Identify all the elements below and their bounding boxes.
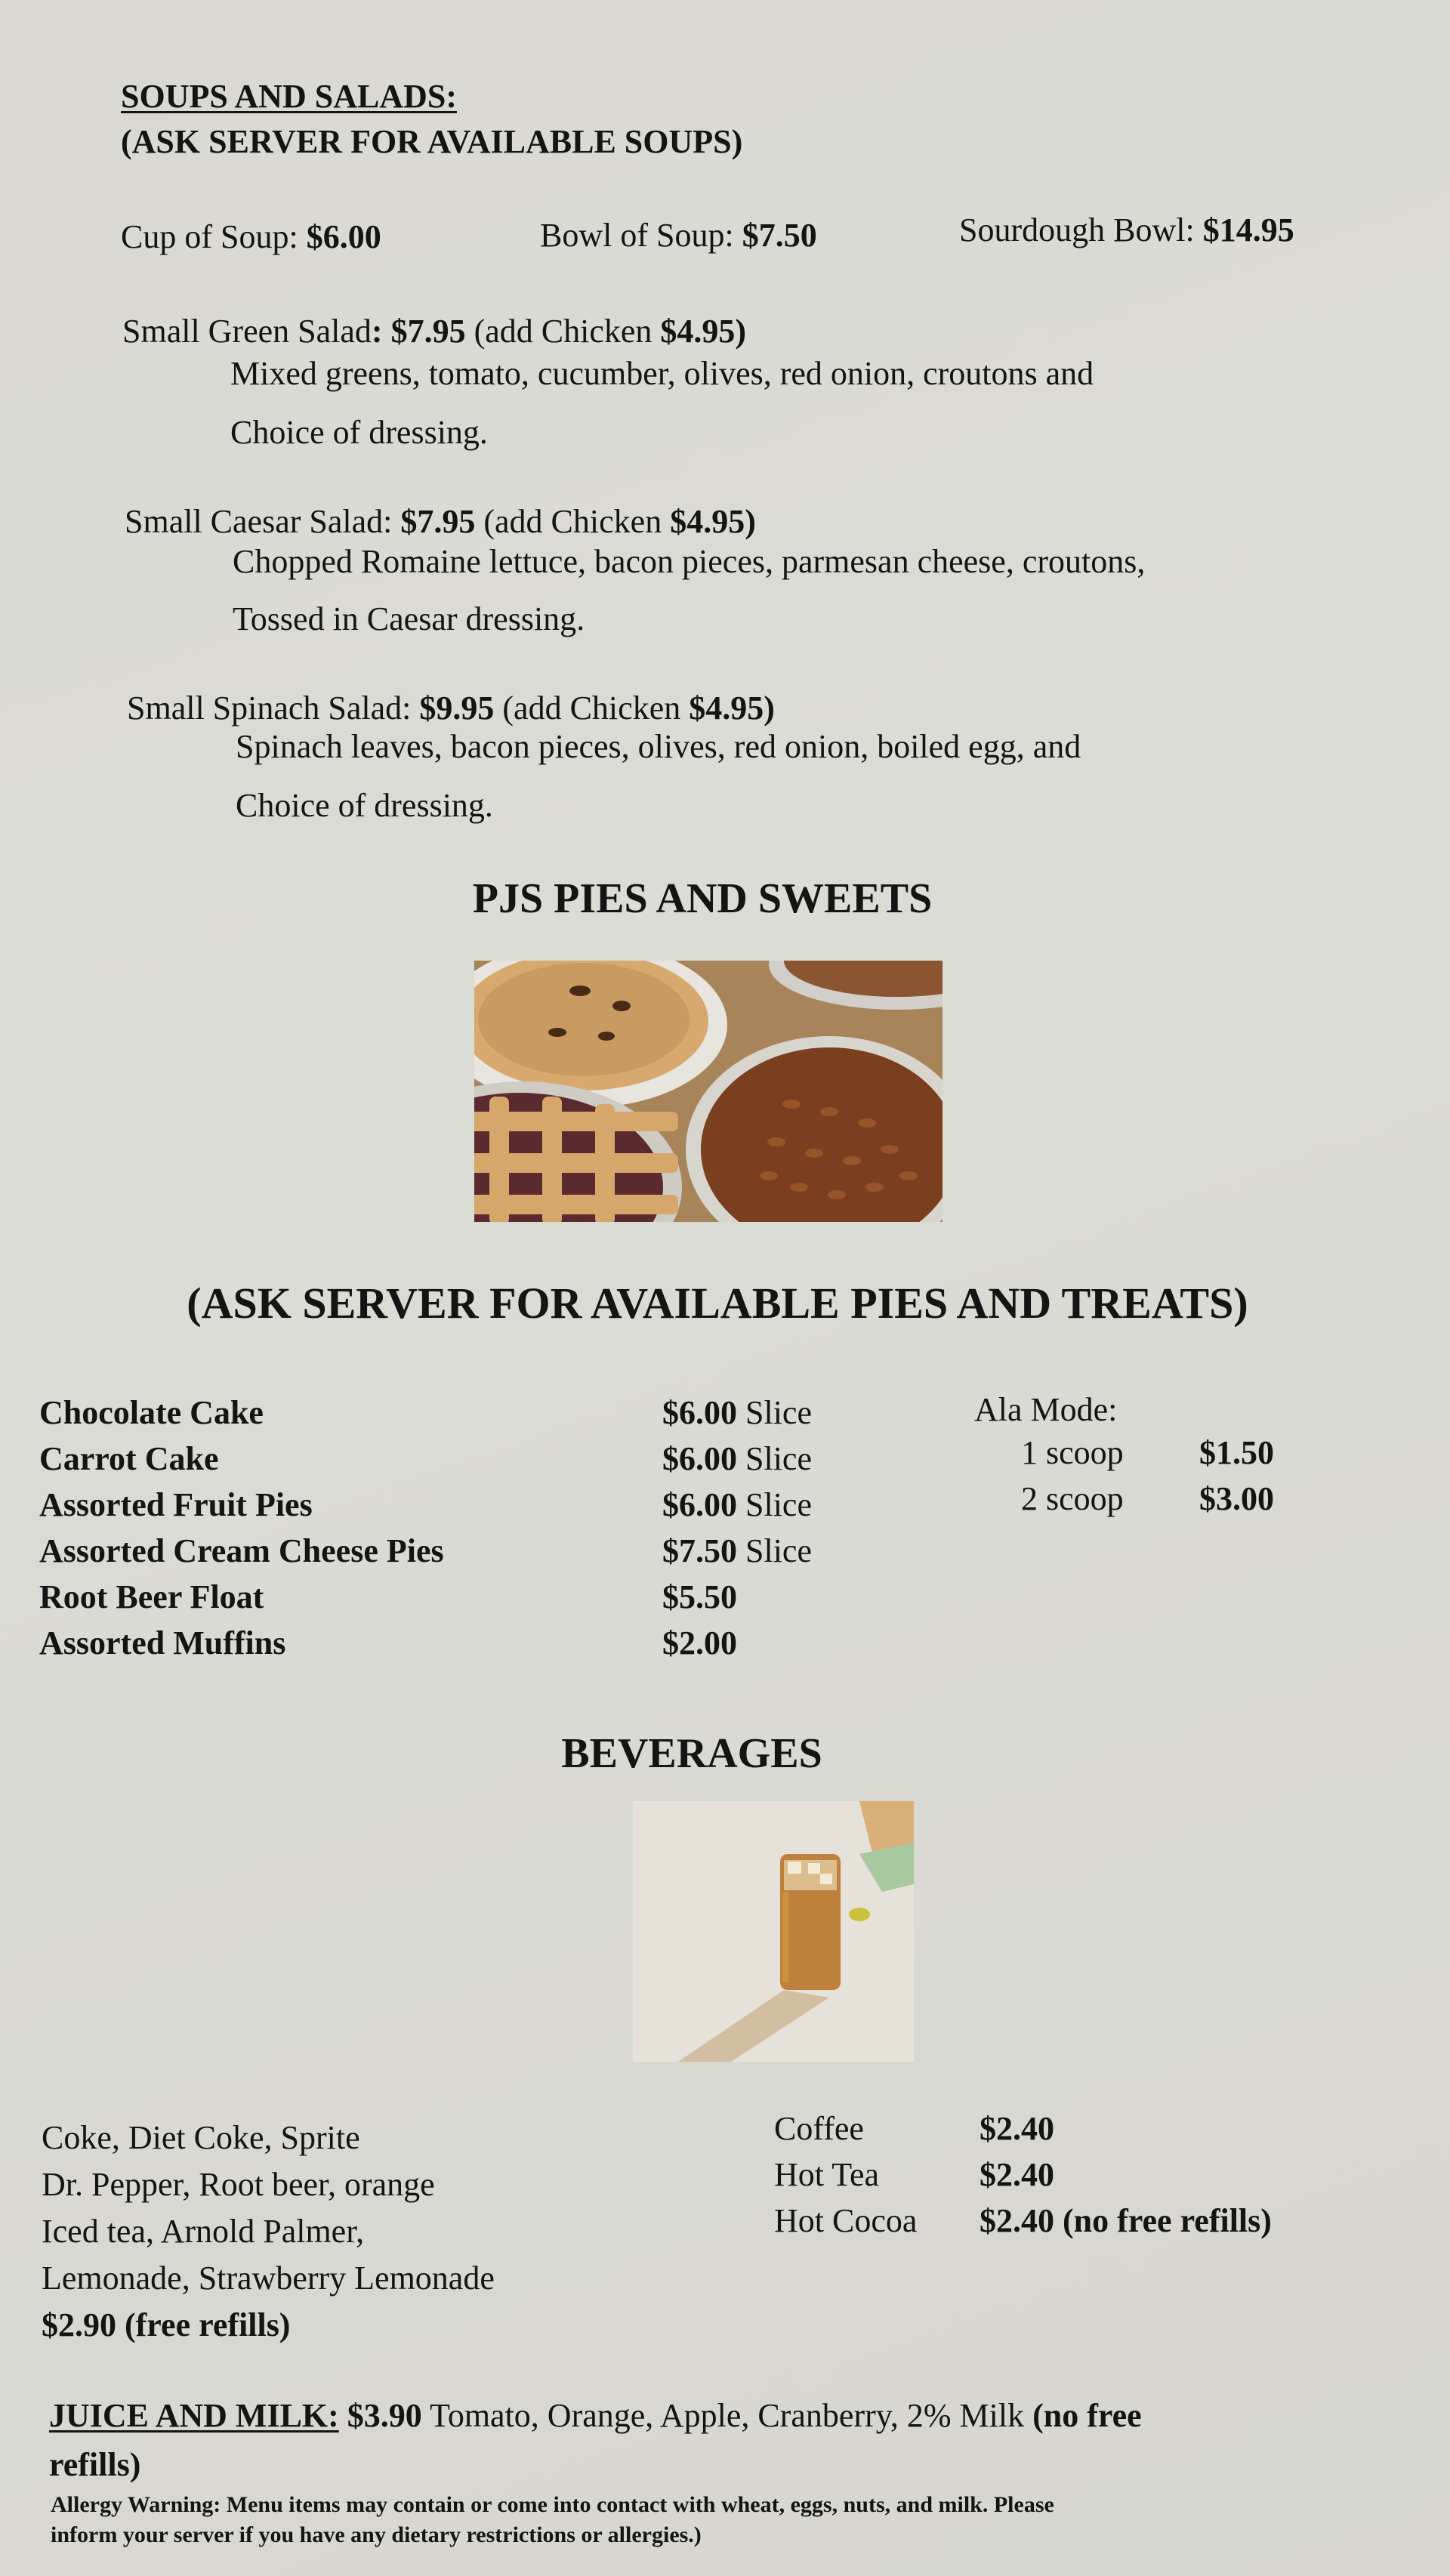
ala-mode-label: Ala Mode: bbox=[974, 1391, 1118, 1428]
dessert-price bbox=[662, 1620, 812, 1666]
dessert-price-value: $6.00 bbox=[662, 1394, 737, 1431]
soup-cup-price: $6.00 bbox=[306, 218, 381, 255]
dessert-name: Root Beer Float bbox=[39, 1578, 264, 1615]
soups-salads-title: SOUPS AND SALADS: bbox=[121, 78, 457, 115]
juice-note: (no free bbox=[1032, 2397, 1142, 2434]
dessert-row bbox=[39, 1390, 812, 1436]
salad-green bbox=[122, 310, 746, 353]
ala-mode-option: 1 scoop bbox=[1021, 1434, 1124, 1471]
dessert-name: Assorted Cream Cheese Pies bbox=[39, 1532, 444, 1569]
dessert-price bbox=[662, 1390, 812, 1436]
soups-salads-subtitle: (ASK SERVER FOR AVAILABLE SOUPS) bbox=[121, 123, 743, 160]
ala-mode-option: 2 scoop bbox=[1021, 1480, 1124, 1517]
salad-caesar-desc-1: Chopped Romaine lettuce, bacon pieces, parmesan cheese, croutons, bbox=[233, 543, 1146, 580]
dessert-unit: Slice bbox=[745, 1440, 812, 1477]
dessert-price-value: $6.00 bbox=[662, 1486, 737, 1523]
pies-illustration bbox=[474, 961, 942, 1222]
juice-line bbox=[49, 2394, 1142, 2438]
ala-mode-price: $3.00 bbox=[1199, 1480, 1274, 1517]
hot-drink-price: $2.40 bbox=[980, 2110, 1054, 2147]
salad-caesar-add: (add Chicken bbox=[483, 503, 662, 540]
soup-bowl-price: $7.50 bbox=[742, 217, 817, 254]
salad-caesar-name: Small Caesar Salad: bbox=[125, 503, 393, 540]
dessert-price-value: $6.00 bbox=[662, 1440, 737, 1477]
soup-bowl bbox=[540, 214, 817, 258]
juice-label: JUICE AND MILK: bbox=[49, 2397, 339, 2434]
salad-caesar bbox=[125, 500, 756, 544]
dessert-name: Assorted Fruit Pies bbox=[39, 1486, 313, 1523]
dessert-row bbox=[39, 1620, 812, 1666]
dessert-row bbox=[39, 1436, 812, 1482]
salad-caesar-desc-2: Tossed in Caesar dressing. bbox=[233, 600, 585, 637]
salad-spinach-price: $9.95 bbox=[419, 690, 495, 727]
salad-green-name: Small Green Salad bbox=[122, 313, 372, 350]
dessert-name: Chocolate Cake bbox=[39, 1394, 264, 1431]
juice-price: $3.90 bbox=[347, 2397, 422, 2434]
soda-line-4: Lemonade, Strawberry Lemonade bbox=[42, 2260, 495, 2297]
pies-title: PJS PIES AND SWEETS bbox=[472, 875, 933, 922]
juice-note-cont: refills) bbox=[49, 2446, 141, 2483]
salad-caesar-price: $7.95 bbox=[400, 503, 476, 540]
soup-cup bbox=[121, 215, 381, 259]
salad-spinach-desc-2: Choice of dressing. bbox=[236, 787, 493, 824]
hot-drink-name: Hot Cocoa bbox=[774, 2202, 918, 2239]
ala-mode-row bbox=[1021, 1430, 1274, 1476]
dessert-row bbox=[39, 1528, 812, 1574]
soda-line-3: Iced tea, Arnold Palmer, bbox=[42, 2213, 365, 2250]
dessert-price-value: $2.00 bbox=[662, 1624, 737, 1661]
beverages-title: BEVERAGES bbox=[561, 1730, 822, 1777]
salad-spinach-add: (add Chicken bbox=[502, 690, 681, 727]
pies-ask: (ASK SERVER FOR AVAILABLE PIES AND TREATS) bbox=[187, 1279, 1248, 1328]
salad-green-add: (add Chicken bbox=[474, 313, 652, 350]
dessert-price bbox=[662, 1574, 812, 1620]
salad-spinach bbox=[127, 686, 775, 730]
juice-items: Tomato, Orange, Apple, Cranberry, 2% Milk bbox=[430, 2397, 1025, 2434]
soda-line-1: Coke, Diet Coke, Sprite bbox=[42, 2119, 360, 2156]
soda-line-2: Dr. Pepper, Root beer, orange bbox=[42, 2166, 435, 2203]
dessert-price-value: $7.50 bbox=[662, 1532, 737, 1569]
ala-mode-options bbox=[1021, 1430, 1274, 1522]
dessert-unit: Slice bbox=[745, 1394, 812, 1431]
salad-green-price: $7.95 bbox=[390, 313, 466, 350]
ala-mode-price: $1.50 bbox=[1199, 1434, 1274, 1471]
salad-green-desc-2: Choice of dressing. bbox=[230, 414, 488, 451]
dessert-price-value: $5.50 bbox=[662, 1578, 737, 1615]
pies-photo bbox=[474, 961, 942, 1222]
soup-sourdough-label: Sourdough Bowl: bbox=[959, 211, 1195, 248]
beverage-photo bbox=[633, 1801, 914, 2062]
salad-green-add-price: $4.95) bbox=[660, 313, 747, 350]
allergy-line-2: inform your server if you have any dietary restrictions or allergies.) bbox=[51, 2522, 702, 2547]
hot-drink-row bbox=[774, 2106, 1272, 2152]
dessert-price bbox=[662, 1528, 812, 1574]
soup-sourdough-price: $14.95 bbox=[1202, 211, 1294, 248]
iced-tea-illustration bbox=[633, 1801, 914, 2062]
allergy-line-1: Allergy Warning: Menu items may contain or come into contact with wheat, eggs, nuts, and milk. Please bbox=[51, 2492, 1054, 2517]
dessert-unit: Slice bbox=[745, 1532, 812, 1569]
hot-drink-price: $2.40 (no free refills) bbox=[980, 2202, 1272, 2239]
soup-sourdough bbox=[959, 208, 1294, 252]
ala-mode-row bbox=[1021, 1476, 1274, 1522]
salad-spinach-name: Small Spinach Salad: bbox=[127, 690, 412, 727]
salad-green-desc-1: Mixed greens, tomato, cucumber, olives, red onion, croutons and bbox=[230, 355, 1094, 392]
dessert-row bbox=[39, 1482, 812, 1528]
hot-drink-price: $2.40 bbox=[980, 2156, 1054, 2193]
allergy-warning bbox=[51, 2490, 1054, 2550]
hot-drink-name: Hot Tea bbox=[774, 2156, 880, 2193]
soup-cup-label: Cup of Soup: bbox=[121, 218, 298, 255]
salad-spinach-add-price: $4.95) bbox=[689, 690, 775, 727]
hot-drinks bbox=[774, 2106, 1272, 2244]
salad-caesar-add-price: $4.95) bbox=[670, 503, 756, 540]
salad-spinach-desc-1: Spinach leaves, bacon pieces, olives, red onion, boiled egg, and bbox=[236, 728, 1081, 765]
hot-drink-row bbox=[774, 2152, 1272, 2198]
pies-list bbox=[39, 1390, 812, 1666]
dessert-price bbox=[662, 1482, 812, 1528]
dessert-name: Carrot Cake bbox=[39, 1440, 219, 1477]
soda-price: $2.90 (free refills) bbox=[42, 2306, 291, 2343]
soup-bowl-label: Bowl of Soup: bbox=[540, 217, 734, 254]
dessert-name: Assorted Muffins bbox=[39, 1624, 286, 1661]
soda-list bbox=[42, 2115, 495, 2349]
dessert-price bbox=[662, 1436, 812, 1482]
dessert-unit: Slice bbox=[745, 1486, 812, 1523]
salad-green-sep: : bbox=[371, 313, 383, 350]
dessert-row bbox=[39, 1574, 812, 1620]
hot-drink-name: Coffee bbox=[774, 2110, 864, 2147]
hot-drink-row bbox=[774, 2198, 1272, 2244]
